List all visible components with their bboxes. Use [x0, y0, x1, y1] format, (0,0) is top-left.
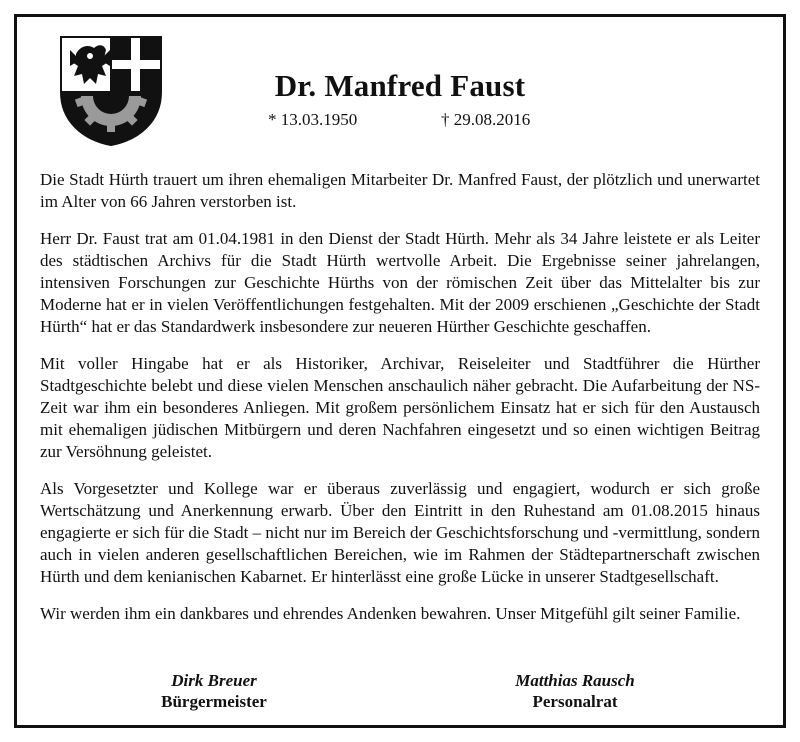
paragraph: Die Stadt Hürth trauert um ihren ehemaligen Mitarbeiter Dr. Manfred Faust, der plötzlich und unerwartet im Alter von 66 Jahren verstorben ist.: [40, 170, 760, 211]
signature-staff-council: [475, 670, 675, 712]
paragraph: Wir werden ihm ein dankbares und ehrendes Andenken bewahren. Unser Mitgefühl gilt seiner Familie.: [40, 604, 741, 623]
birth-date: * 13.03.1950: [268, 110, 358, 129]
coat-of-arms-icon: [60, 36, 162, 146]
death-date: † 29.08.2016: [441, 110, 531, 129]
signatory-role: Bürgermeister: [161, 692, 267, 711]
signatory-role: Personalrat: [532, 692, 618, 711]
signature-mayor: [114, 670, 314, 712]
signatory-name: Matthias Rausch: [515, 671, 635, 690]
deceased-name: Dr. Manfred Faust: [274, 68, 526, 103]
paragraph: Herr Dr. Faust trat am 01.04.1981 in den Dienst der Stadt Hürth. Mehr als 34 Jahre leistete er als Leiter des städtischen Archivs für die Stadt Hürth wertvolle Arbeit. Die Ergebnisse seiner jahrelangen, intensiven Forschungen zur Geschichte Hürths von der römischen Zeit über das Mittelalter bis zur Moderne hat er in vielen Veröffentlichungen festgehalten. Mit der 2009 erschienen „Geschichte der Stadt Hürth“ hat er das Standardwerk insbesondere zur neueren Hürther Geschichte geschaffen.: [40, 229, 760, 336]
paragraph: Als Vorgesetzter und Kollege war er überaus zuverlässig und engagiert, wodurch er sich große Wertschätzung und Anerkennung erwarb. Über den Eintritt in den Ruhestand am 01.08.2015 hinaus engagierte er sich für die Stadt – nicht nur im Bereich der Geschichtsforschung und -vermittlung, sondern auch in vielen anderen gesellschaftlichen Bereichen, wie im Rahmen der Städtepartnerschaft zwischen Hürth und dem kenianischen Kabarnet. Er hinterlässt eine große Lücke in unserer Stadtgesellschaft.: [40, 479, 760, 586]
paragraph: Mit voller Hingabe hat er als Historiker, Archivar, Reiseleiter und Stadtführer die Hürther Stadtgeschichte belebt und diese vielen Menschen anschaulich näher gebracht. Die Aufarbeitung der NS-Zeit war ihm ein besonderes Anliegen. Mit großem persönlichem Einsatz hat er sich für den Austausch mit ehemaligen jüdischen Mitbürgern und deren Nachfahren eingesetzt und so einen wichtigen Beitrag zur Versöhnung geleistet.: [40, 354, 760, 461]
obituary-text: [40, 169, 760, 640]
signatory-name: Dirk Breuer: [171, 671, 257, 690]
